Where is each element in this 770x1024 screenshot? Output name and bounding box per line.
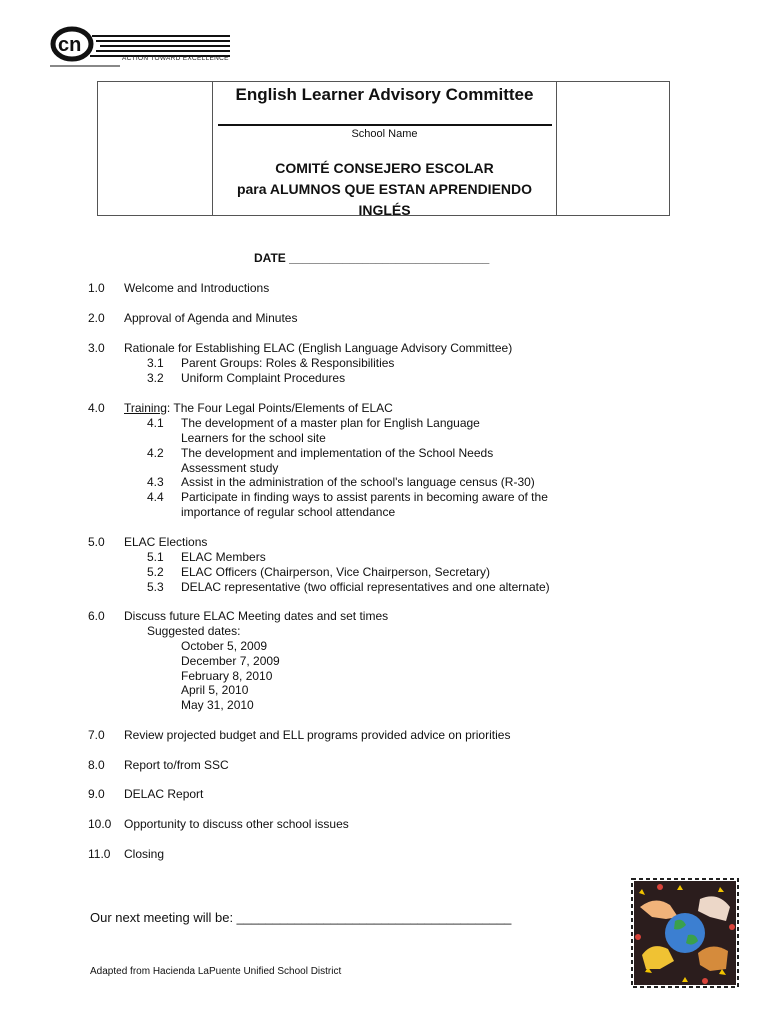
subitem-text: Assessment study — [181, 461, 279, 475]
item-number: 8.0 — [88, 758, 105, 772]
subitem-number: 4.3 — [147, 475, 164, 489]
subitem-text: The development of a master plan for English Language — [181, 416, 480, 430]
item-text: ELAC Elections — [124, 535, 208, 549]
next-meeting-line: Our next meeting will be: ______________________________________ — [90, 910, 512, 925]
subitem-number: 4.4 — [147, 490, 164, 504]
subitem-text: Assist in the administration of the school's language census (R-30) — [181, 475, 535, 489]
suggested-date: December 7, 2009 — [181, 654, 280, 668]
spanish-title-line-2: para ALUMNOS QUE ESTAN APRENDIENDO — [236, 181, 533, 197]
school-name-line — [218, 124, 552, 126]
item-text: Discuss future ELAC Meeting dates and set times — [124, 609, 389, 623]
training-rest: : The Four Legal Points/Elements of ELAC — [166, 401, 393, 415]
item-text: Opportunity to discuss other school issues — [124, 817, 349, 831]
item-text: Welcome and Introductions — [124, 281, 270, 295]
suggested-date: April 5, 2010 — [181, 683, 249, 697]
item-text: DELAC Report — [124, 787, 204, 801]
subitem-text: ELAC Officers (Chairperson, Vice Chairperson, Secretary) — [181, 565, 491, 579]
hands-globe-clipart — [630, 877, 740, 989]
page-title: English Learner Advisory Committee — [235, 85, 534, 104]
item-number: 9.0 — [88, 787, 105, 801]
header-divider-right — [556, 82, 557, 215]
subitem-number: 5.1 — [147, 550, 164, 564]
item-text: Approval of Agenda and Minutes — [124, 311, 298, 325]
item-text: Rationale for Establishing ELAC (English Language Advisory Committee) — [124, 341, 513, 355]
item-number: 3.0 — [88, 341, 105, 355]
district-logo — [50, 18, 240, 78]
suggested-date: February 8, 2010 — [181, 669, 273, 683]
subitem-text: Learners for the school site — [181, 431, 326, 445]
item-number: 5.0 — [88, 535, 105, 549]
suggested-date: October 5, 2009 — [181, 639, 268, 653]
subitem-text: DELAC representative (two official representatives and one alternate) — [181, 580, 550, 594]
subitem-number: 4.2 — [147, 446, 164, 460]
subitem-number: 3.2 — [147, 371, 164, 385]
suggested-dates-label: Suggested dates: — [147, 624, 241, 638]
training-underlined: Training — [124, 401, 167, 415]
item-number: 1.0 — [88, 281, 105, 295]
item-text: Review projected budget and ELL programs provided advice on priorities — [124, 728, 511, 742]
item-number: 6.0 — [88, 609, 105, 623]
item-text: Closing — [124, 847, 165, 861]
spanish-title-line-1: COMITÉ CONSEJERO ESCOLAR — [275, 160, 494, 176]
item-number: 2.0 — [88, 311, 105, 325]
header-box — [97, 81, 670, 216]
date-field: DATE ______________________________ — [254, 251, 490, 265]
subitem-number: 3.1 — [147, 356, 164, 370]
item-number: 10.0 — [88, 817, 112, 831]
subitem-text: importance of regular school attendance — [181, 505, 396, 519]
item-number: 7.0 — [88, 728, 105, 742]
subitem-text: Participate in finding ways to assist parents in becoming aware of the — [181, 490, 548, 504]
spanish-title-line-3: INGLÉS — [358, 202, 411, 218]
item-number: 4.0 — [88, 401, 105, 415]
logo-tagline: ACTION TOWARD EXCELLENCE — [122, 55, 229, 62]
school-name-label: School Name — [351, 128, 418, 140]
item-number: 11.0 — [88, 847, 111, 861]
subitem-text: ELAC Members — [181, 550, 266, 564]
suggested-date: May 31, 2010 — [181, 698, 254, 712]
subitem-text: Uniform Complaint Procedures — [181, 371, 346, 385]
subitem-text: The development and implementation of the School Needs — [181, 446, 494, 460]
subitem-number: 4.1 — [147, 416, 164, 430]
svg-text:cn: cn — [58, 34, 82, 56]
subitem-number: 5.3 — [147, 580, 164, 594]
footer-credit: Adapted from Hacienda LaPuente Unified School District — [90, 966, 342, 977]
item-text — [124, 401, 393, 415]
item-text: Report to/from SSC — [124, 758, 229, 772]
spanish-title — [213, 158, 556, 221]
subitem-number: 5.2 — [147, 565, 164, 579]
subitem-text: Parent Groups: Roles & Responsibilities — [181, 356, 395, 370]
